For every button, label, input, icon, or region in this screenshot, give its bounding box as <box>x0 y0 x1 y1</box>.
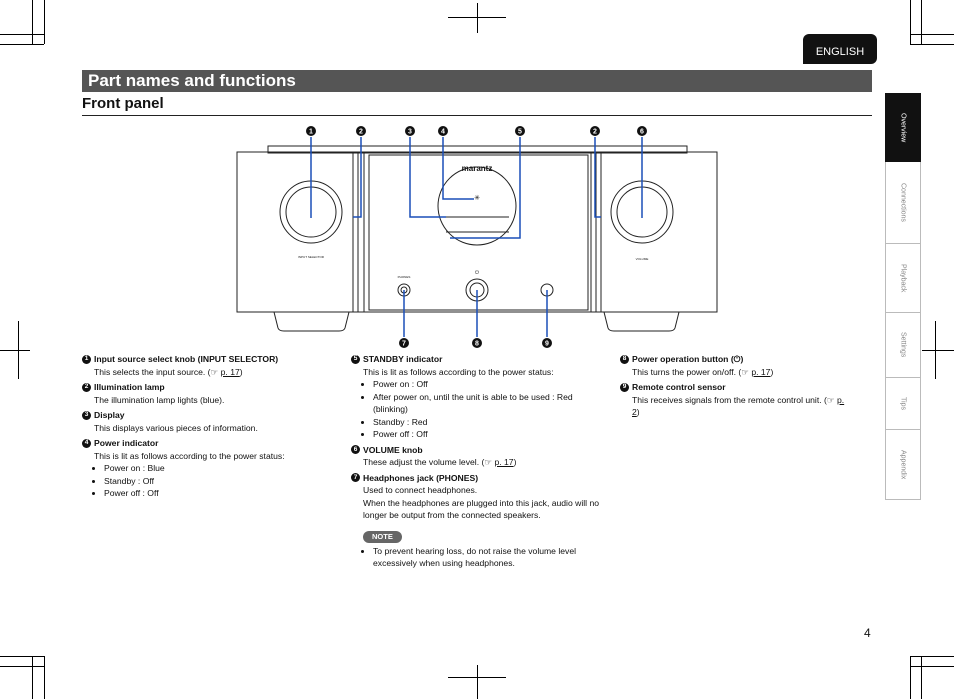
volume-label: VOLUME <box>635 257 649 261</box>
callout-6: 6 <box>640 128 644 136</box>
page-ref-icon: ☞ <box>210 366 219 377</box>
item-number: 5 <box>351 355 360 364</box>
status-list <box>351 378 601 441</box>
side-nav-label: Appendix <box>899 449 907 480</box>
item-text: This is lit as follows according to the power status: <box>94 450 285 461</box>
list-item: • Power on : Off <box>373 378 601 391</box>
desc-item-9: 9 Remote control sensor This receives signals from the remote control unit. (☞ p. 2) <box>620 381 845 419</box>
item-title: Power operation button (⏻) <box>632 354 744 364</box>
callout-8: 8 <box>475 340 479 348</box>
list-item: • After power on, until the unit is able to be used : Red (blinking) <box>373 391 601 416</box>
page-ref-link[interactable]: p. 2 <box>632 394 845 417</box>
input-selector-label: INPUT SELECTOR <box>298 255 324 259</box>
desc-item-8: 8 Power operation button (⏻) This turns the power on/off. (☞ p. 17) <box>620 353 845 378</box>
page-number: 4 <box>864 626 871 640</box>
callout-1: 1 <box>309 128 313 136</box>
callout-7: 7 <box>402 340 406 348</box>
item-title: Headphones jack (PHONES) <box>363 472 479 483</box>
page-ref-icon: ☞ <box>484 457 493 467</box>
callout-4: 4 <box>441 128 445 136</box>
side-nav-label: Overview <box>899 112 907 143</box>
callout-2: 2 <box>359 128 363 136</box>
page-ref-link[interactable]: p. 17 <box>751 366 771 377</box>
item-title: Display <box>94 410 125 420</box>
item-number: 2 <box>82 383 91 392</box>
list-item: • Power on : Blue <box>104 462 332 475</box>
page-ref-link[interactable]: p. 17 <box>494 457 514 467</box>
desc-item-3 <box>82 409 332 434</box>
desc-column-2 <box>351 353 601 570</box>
left-foot <box>274 312 349 331</box>
item-text: When the headphones are plugged into this jack, audio will no longer be output from the connected speakers. <box>363 497 600 520</box>
standby-symbol: ✳ <box>474 195 480 202</box>
item-number: 8 <box>620 355 629 364</box>
phones-label: PHONES <box>397 275 411 279</box>
item-number: 1 <box>82 355 91 364</box>
item-number: 7 <box>351 473 360 482</box>
desc-item-6: 6 VOLUME knob These adjust the volume level. (☞ p. 17) <box>351 444 601 469</box>
page-title: Part names and functions <box>82 70 872 92</box>
note-list <box>351 545 601 570</box>
note-item: • To prevent hearing loss, do not raise the volume level excessively when using headphones. <box>373 545 601 570</box>
item-text: This turns the power on/off. <box>632 366 736 377</box>
side-nav-label: Connections <box>899 183 907 222</box>
right-foot <box>604 312 679 331</box>
page-ref-icon: ☞ <box>741 366 749 377</box>
desc-item-1: 1 Input source select knob (INPUT SELECTOR) This selects the input source. (☞ p. 17) <box>82 353 332 378</box>
item-text: This receives signals from the remote control unit. <box>632 394 822 405</box>
note-badge: NOTE <box>363 531 402 543</box>
callout-9: 9 <box>545 340 549 348</box>
list-item: • Standby : Off <box>104 475 332 488</box>
side-nav-label: Playback <box>899 263 907 293</box>
item-text: Used to connect headphones. <box>363 485 478 495</box>
desc-item-2 <box>82 381 332 406</box>
desc-item-5 <box>351 353 601 441</box>
item-title: STANDBY indicator <box>363 354 443 364</box>
item-text: The illumination lamp lights (blue). <box>94 394 225 405</box>
item-number: 3 <box>82 411 91 420</box>
list-item: • Power off : Off <box>104 487 332 500</box>
side-nav-label: Tips <box>899 397 907 410</box>
desc-item-7 <box>351 472 601 522</box>
callout-3: 3 <box>408 128 412 136</box>
item-title: Input source select knob (INPUT SELECTOR) <box>94 354 279 364</box>
item-number: 9 <box>620 383 629 392</box>
desc-column-1 <box>82 353 332 503</box>
page-ref-icon: ☞ <box>826 394 835 405</box>
page-ref-link[interactable]: p. 17 <box>220 366 240 377</box>
desc-column-3 <box>620 353 845 422</box>
list-item: • Standby : Red <box>373 416 601 429</box>
item-title: VOLUME knob <box>363 444 423 455</box>
callout-2b: 2 <box>593 128 597 136</box>
item-text: This displays various pieces of information. <box>94 422 258 433</box>
item-number: 6 <box>351 445 360 454</box>
item-text: These adjust the volume level. <box>363 457 480 467</box>
brand-logo: marantz <box>461 164 493 173</box>
item-title: Remote control sensor <box>632 382 726 392</box>
item-title: Illumination lamp <box>94 382 165 392</box>
desc-item-4 <box>82 437 332 500</box>
side-nav-label: Settings <box>899 332 907 358</box>
language-label: ENGLISH <box>815 46 865 58</box>
power-symbol: ⏻ <box>475 270 479 276</box>
item-text: This selects the input source. <box>94 366 206 377</box>
callout-5: 5 <box>518 128 522 136</box>
section-title: Front panel <box>82 95 164 112</box>
item-number: 4 <box>82 439 91 448</box>
list-item: • Power off : Off <box>373 428 601 441</box>
display-ring <box>438 167 516 245</box>
item-text: This is lit as follows according to the power status: <box>363 366 554 377</box>
status-list <box>82 462 332 500</box>
item-title: Power indicator <box>94 438 159 448</box>
